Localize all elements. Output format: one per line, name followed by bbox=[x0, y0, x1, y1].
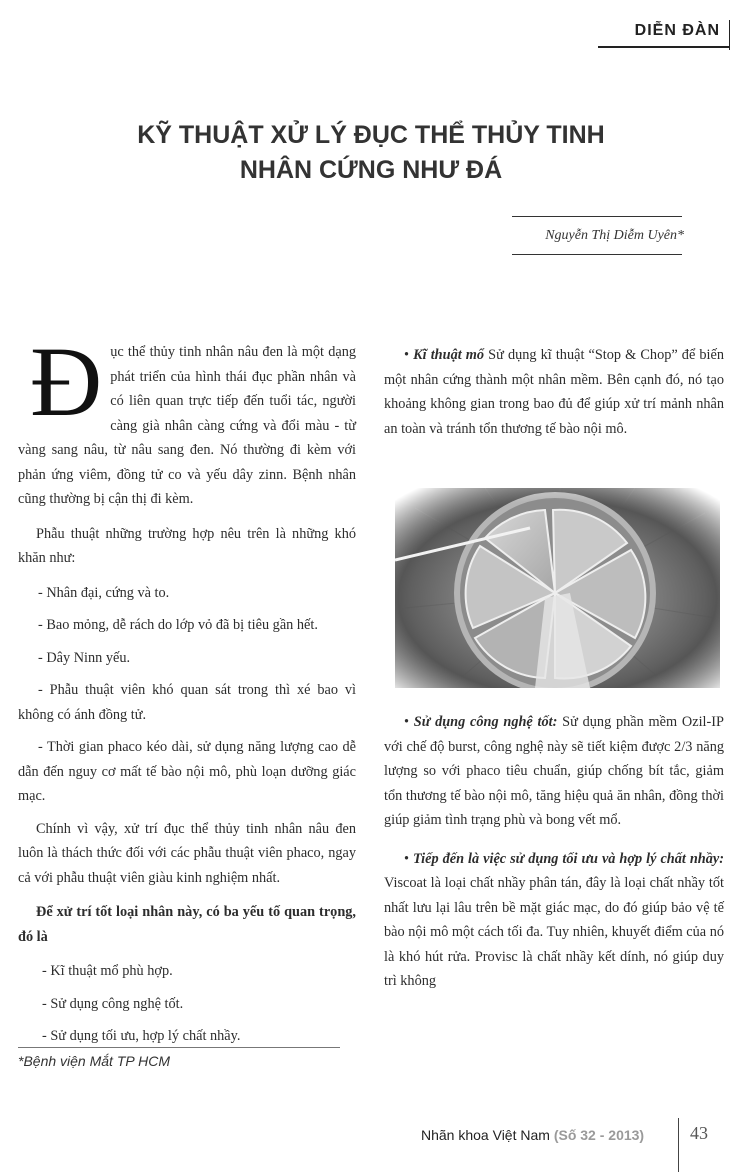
paragraph-factors-intro: Để xử trí tốt loại nhân này, có ba yếu tố quan trọng, đó là bbox=[18, 904, 356, 945]
factor-item: - Kĩ thuật mổ phù hợp. bbox=[42, 963, 173, 979]
author-rule-bottom bbox=[512, 254, 682, 255]
page-separator bbox=[678, 1118, 679, 1172]
dropcap: Đ bbox=[30, 326, 103, 437]
footnote: *Bệnh viện Mắt TP HCM bbox=[18, 1053, 170, 1069]
bullet-viscoelastic-text: Viscoat là loại chất nhầy phân tán, đây là loại chất nhầy tốt nhất lưu lại lâu trên bề mặt giác mạc, do đó giúp bảo vệ tế bào nội mô một cách tối đa. Tuy nhiên, khuyết điểm của nó là khó hút rửa. Provisc là chất nhầy kết dính, nó giúp duy trì không bbox=[384, 875, 724, 989]
page-number: 43 bbox=[690, 1123, 708, 1143]
bullet-viscoelastic-heading: Tiếp đến là việc sử dụng tối ưu và hợp lý chất nhầy: bbox=[412, 850, 724, 867]
footnote-rule bbox=[18, 1047, 340, 1048]
journal-issue: (Số 32 - 2013) bbox=[553, 1127, 645, 1143]
journal-name: Nhãn khoa Việt Nam bbox=[421, 1127, 550, 1143]
list-item: - Bao mỏng, dễ rách do lớp vỏ đã bị tiêu gần hết. bbox=[38, 617, 318, 633]
bullet-technology: • Sử dụng công nghệ tốt: Sử dụng phần mềm Ozil-IP với chế độ burst, công nghệ này sẽ tiết kiệm được 2/3 năng lượng so với phaco tiêu chuẩn, giúp chống bít tắc, giảm tổn thương tế bào nội mô, tăng hiệu quả ăn nhân, đồng thời giúp giảm tình trạng phù và bong vết mổ. bbox=[384, 714, 724, 828]
list-item: - Phẫu thuật viên khó quan sát trong thì xé bao vì không có ánh đồng tử. bbox=[18, 682, 356, 723]
author-name: Nguyễn Thị Diễm Uyên* bbox=[545, 228, 684, 243]
factor-item: - Sử dụng tối ưu, hợp lý chất nhầy. bbox=[42, 1028, 241, 1044]
bullet-technology-heading: Sử dụng công nghệ tốt: bbox=[413, 714, 558, 730]
factor-item: - Sử dụng công nghệ tốt. bbox=[42, 995, 184, 1012]
bullet-viscoelastic: • Tiếp đến là việc sử dụng tối ưu và hợp lý chất nhầy: Viscoat là loại chất nhầy phân tán, đây là loại chất nhầy tốt nhất lưu lại lâu trên bề mặt giác mạc, do đó giúp bảo vệ tế bào nội mô một cách tối đa. Tuy nhiên, khuyết điểm của nó là khó hút rửa. Provisc là chất nhầy kết dính, nó giúp duy trì không bbox=[384, 850, 724, 989]
bullet-technique: • Kĩ thuật mổ Sử dụng kĩ thuật “Stop & Chop” để biến một nhân cứng thành một nhân mềm. Bên cạnh đó, nó tạo khoảng không gian trong bao đủ để giúp xử trí mảnh nhân an toàn và tránh tổn thương tế bào nội mô. bbox=[384, 347, 724, 437]
title-line-1: KỸ THUẬT XỬ LÝ ĐỤC THỂ THỦY TINH bbox=[137, 121, 605, 149]
paragraph-difficulties: Phẫu thuật những trường hợp nêu trên là những khó khăn như: bbox=[18, 525, 356, 566]
list-item: - Thời gian phaco kéo dài, sử dụng năng lượng cao dễ dẫn đến nguy cơ mất tế bào nội mô, phù loạn dưỡng giác mạc. bbox=[18, 739, 356, 804]
paragraph-challenge: Chính vì vậy, xử trí đục thể thủy tinh nhân nâu đen luôn là thách thức đối với các phẫu thuật viên phaco, ngay cả với phẫu thuật viên giàu kinh nghiệm nhất. bbox=[18, 820, 356, 886]
article-title bbox=[60, 118, 682, 188]
right-column bbox=[384, 343, 724, 451]
left-column bbox=[18, 326, 356, 1057]
surgery-photo-graphic bbox=[395, 488, 720, 688]
intro-text: ục thể thủy tinh nhân nâu đen là một dạng phát triển của hình thái đục phần nhân và có liên quan trực tiếp đến tuổi tác, người càng già nhân càng cứng và đổi màu - từ vàng sang nâu, từ nâu sang đen. Nó thường đi kèm với phản ứng viêm, đồng tử co và yếu dây zinn. Bệnh nhân cũng thường bị cận thị đi kèm. bbox=[18, 344, 356, 507]
intro-paragraph bbox=[18, 326, 356, 512]
section-tick bbox=[729, 20, 730, 50]
title-line-2: NHÂN CỨNG NHƯ ĐÁ bbox=[239, 156, 503, 184]
bullet-technique-heading: Kĩ thuật mổ bbox=[413, 347, 485, 363]
list-item: - Nhân đại, cứng và to. bbox=[38, 584, 170, 601]
section-label: DIỄN ĐÀN bbox=[634, 22, 720, 39]
author-rule-top bbox=[512, 216, 682, 217]
surgery-photo bbox=[395, 488, 720, 688]
bullet-technique-text: Sử dụng kĩ thuật “Stop & Chop” để biến một nhân cứng thành một nhân mềm. Bên cạnh đó, nó tạo khoảng không gian trong bao đủ để giúp xử trí mảnh nhân an toàn và tránh tổn thương tế bào nội mô. bbox=[384, 347, 724, 437]
right-column-lower bbox=[384, 710, 724, 1004]
bullet-technology-text: Sử dụng phần mềm Ozil-IP với chế độ burst, công nghệ này sẽ tiết kiệm được 2/3 năng lượng so với phaco tiêu chuẩn, giúp chống bít tắc, giảm tổn thương tế bào nội mô, tăng hiệu quả ăn nhân, đồng thời giúp giảm tình trạng phù và bong vết mổ. bbox=[384, 714, 724, 828]
section-rule bbox=[598, 46, 730, 48]
journal-footer bbox=[421, 1127, 644, 1143]
list-item: - Dây Ninn yếu. bbox=[38, 649, 131, 666]
